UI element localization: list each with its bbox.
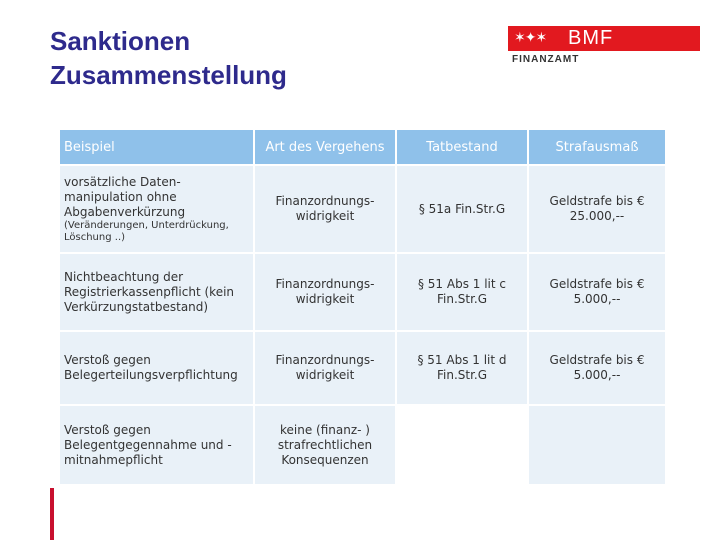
cell-tatbestand bbox=[397, 406, 527, 484]
header-beispiel: Beispiel bbox=[60, 130, 253, 164]
cell-strafausmass: Geldstrafe bis € 25.000,-- bbox=[529, 166, 665, 252]
bmf-logo bbox=[508, 26, 700, 65]
table-row bbox=[60, 254, 665, 332]
cell-tatbestand: § 51 Abs 1 lit d Fin.Str.G bbox=[397, 332, 527, 404]
page-title bbox=[50, 24, 287, 92]
logo-subtitle: FINANZAMT bbox=[512, 54, 580, 65]
cell-art: Finanzordnungs-widrigkeit bbox=[255, 166, 395, 252]
cell-beispiel bbox=[60, 166, 253, 252]
cell-art: keine (finanz- ) strafrechtlichen Konsequenzen bbox=[255, 406, 395, 484]
cell-strafausmass: Geldstrafe bis € 5.000,-- bbox=[529, 332, 665, 404]
eagle-icon: ✶✦✶ bbox=[514, 30, 547, 46]
cell-beispiel: Nichtbeachtung der Registrierkassenpflicht (kein Verkürzungstatbestand) bbox=[60, 254, 253, 330]
cell-beispiel: Verstoß gegen Belegerteilungsverpflichtung bbox=[60, 332, 253, 404]
cell-tatbestand: § 51a Fin.Str.G bbox=[397, 166, 527, 252]
beispiel-text: vorsätzliche Daten-manipulation ohne Abgabenverkürzung bbox=[64, 174, 186, 219]
accent-line bbox=[50, 488, 54, 540]
logo-bar bbox=[508, 26, 700, 51]
cell-tatbestand: § 51 Abs 1 lit c Fin.Str.G bbox=[397, 254, 527, 330]
table-header-row bbox=[60, 130, 665, 166]
title-line-1: Sanktionen bbox=[50, 26, 191, 56]
table-row bbox=[60, 332, 665, 406]
title-line-2: Zusammenstellung bbox=[50, 60, 287, 90]
cell-strafausmass bbox=[529, 406, 665, 484]
logo-text: BMF bbox=[568, 27, 614, 49]
table-row bbox=[60, 406, 665, 486]
header-art: Art des Vergehens bbox=[255, 130, 395, 164]
beispiel-note: (Veränderungen, Unterdrückung, Löschung ..) bbox=[64, 219, 229, 243]
cell-art: Finanzordnungs-widrigkeit bbox=[255, 332, 395, 404]
header-tatbestand: Tatbestand bbox=[397, 130, 527, 164]
table-row bbox=[60, 166, 665, 254]
header-strafausmass: Strafausmaß bbox=[529, 130, 665, 164]
cell-beispiel: Verstoß gegen Belegentgegennahme und -mitnahmepflicht bbox=[60, 406, 253, 484]
cell-art: Finanzordnungs-widrigkeit bbox=[255, 254, 395, 330]
cell-strafausmass: Geldstrafe bis € 5.000,-- bbox=[529, 254, 665, 330]
sanctions-table bbox=[60, 130, 665, 486]
